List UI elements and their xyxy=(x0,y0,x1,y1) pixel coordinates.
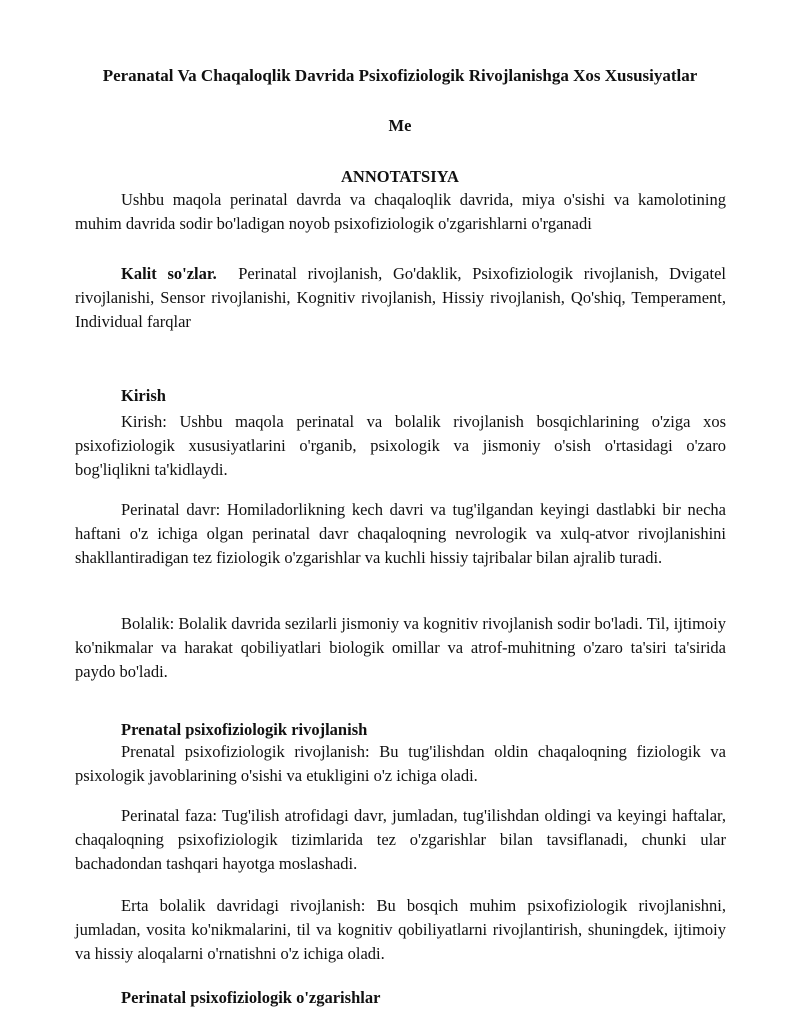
document-author: Me xyxy=(388,116,412,135)
section-heading-perinatal-ozgarishlar: Perinatal psixofiziologik o'zgarishlar xyxy=(121,988,381,1007)
keywords-block xyxy=(75,262,726,334)
kirish-block xyxy=(75,410,726,482)
body-paragraph: Perinatal davr: Homiladorlikning kech davri va tug'ilgandan keyingi dastlabki bir necha haftani o'z ichiga olgan perinatal davr chaqaloqning nevrologik va xulq-atvor rivojlanishini shakllantiradigan tez fiziologik o'zgarishlar va kuchli hissiy tajribalar bilan ajralib turadi. xyxy=(75,500,726,567)
annotation-block xyxy=(75,188,726,236)
body-paragraph: Bolalik: Bolalik davrida sezilarli jismoniy va kognitiv rivojlanish sodir bo'ladi. Til, ijtimoiy ko'nikmalar va harakat qobiliyatlari biologik omillar va atrof-muhitning o'zaro ta'siri ta'sirida paydo bo'ladi. xyxy=(75,614,726,681)
perinatal-faza-block xyxy=(75,804,726,876)
prenatal-block xyxy=(75,740,726,788)
document-title: Peranatal Va Chaqaloqlik Davrida Psixofiziologik Rivojlanishga Xos Xususiyatlar xyxy=(102,66,698,85)
keywords-text: Perinatal rivojlanish, Go'daklik, Psixofiziologik rivojlanish, Dvigatel rivojlanishi, Sensor rivojlanishi, Kognitiv rivojlanish, Hissiy rivojlanish, Qo'shiq, Temperament, Individual farqlar xyxy=(75,264,726,331)
body-paragraph: Perinatal faza: Tug'ilish atrofidagi davr, jumladan, tug'ilishdan oldingi va keyingi haftalar, chaqaloqning psixofiziologik tizimlarida tez o'zgarishlar bilan tavsiflanadi, chunki ular bachadondan tashqari hayotga moslashadi. xyxy=(75,806,726,873)
keywords-label: Kalit so'zlar. xyxy=(121,264,217,283)
body-paragraph: Kirish: Ushbu maqola perinatal va bolalik rivojlanish bosqichlarining o'ziga xos psixofiziologik xususiyatlarini o'rganib, psixologik va jismoniy o'sish o'rtasidagi o'zaro bog'liqlikni ta'kidlaydi. xyxy=(75,412,726,479)
bolalik-block xyxy=(75,612,726,684)
annotation-heading: ANNOTATSIYA xyxy=(341,167,459,186)
erta-bolalik-block xyxy=(75,894,726,966)
annotation-paragraph: Ushbu maqola perinatal davrda va chaqaloqlik davrida, miya o'sishi va kamolotining muhim davrida sodir bo'ladigan noyob psixofiziologik o'zgarishlarni o'rganadi xyxy=(75,190,726,233)
section-heading-kirish: Kirish xyxy=(121,386,166,405)
section-heading-prenatal: Prenatal psixofiziologik rivojlanish xyxy=(121,720,368,739)
body-paragraph: Prenatal psixofiziologik rivojlanish: Bu tug'ilishdan oldin chaqaloqning fiziologik va psixologik javoblarining o'sishi va etukligini o'z ichiga oladi. xyxy=(75,742,726,785)
perinatal-davr-block xyxy=(75,498,726,570)
body-paragraph: Erta bolalik davridagi rivojlanish: Bu bosqich muhim psixofiziologik rivojlanishni, jumladan, vosita ko'nikmalarini, til va kognitiv qobiliyatlarni rivojlantirish, shuningdek, ijtimoiy va hissiy aloqalarni o'rnatishni o'z ichiga oladi. xyxy=(75,896,726,963)
keywords-paragraph xyxy=(75,262,726,334)
